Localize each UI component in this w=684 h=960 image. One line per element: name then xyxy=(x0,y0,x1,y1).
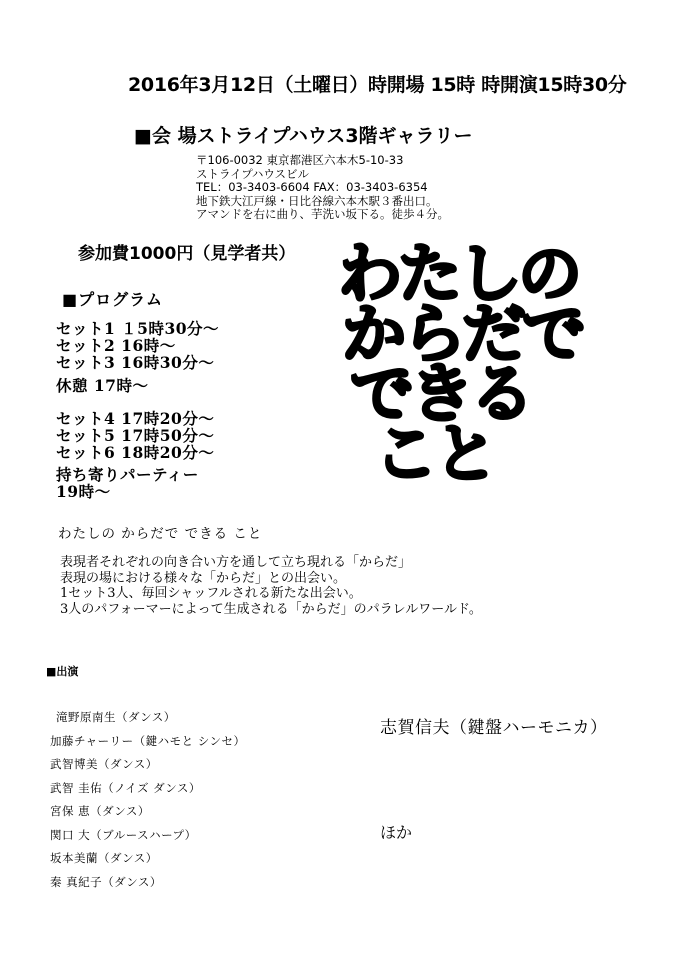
performers-list xyxy=(50,706,246,894)
address-line: ストライプハウスビル xyxy=(196,166,310,181)
program-item: 持ち寄りパーティー xyxy=(56,465,199,484)
description-line: 表現の場における様々な「からだ」との出会い。 xyxy=(60,570,347,586)
performer-item: 坂本美蘭（ダンス） xyxy=(50,851,158,865)
address-line: アマンドを右に曲り、芋洗い坂下る。徒歩４分。 xyxy=(196,207,449,221)
performer-item: 関口 大（ブルースハープ） xyxy=(50,827,197,842)
event-title-large xyxy=(338,238,582,492)
title-line: わたしの xyxy=(338,238,578,312)
performer-item: 宮保 恵（ダンス） xyxy=(50,804,150,818)
participation-fee: 参加費1000円（見学者共） xyxy=(78,244,296,264)
event-subtitle: わたしの からだで できる こと xyxy=(58,526,263,542)
program-heading: ■プログラム xyxy=(62,290,163,309)
venue-address xyxy=(196,154,449,222)
event-description xyxy=(60,555,482,617)
program-item: セット3 16時30分～ xyxy=(56,353,215,372)
program-item: セット1 １5時30分～ xyxy=(56,319,220,338)
program-item: セット5 17時50分～ xyxy=(56,426,215,445)
program-item: 19時～ xyxy=(56,482,111,501)
description-line: 表現者それぞれの向き合い方を通して立ち現れる「からだ」 xyxy=(60,555,412,570)
description-line: 3人のパフォーマーによって生成される「からだ」のパラレルワールド。 xyxy=(60,601,482,617)
performer-item: 秦 真紀子（ダンス） xyxy=(50,874,162,889)
address-line: 〒106-0032 東京都港区六本木5-10-33 xyxy=(196,153,404,167)
venue-title: ■会 場ストライプハウス3階ギャラリー xyxy=(134,125,473,147)
program-item: セット6 18時20分～ xyxy=(56,443,215,462)
address-line: 地下鉄大江戸線・日比谷線六本木駅３番出口。 xyxy=(196,193,438,208)
title-line: こと xyxy=(374,418,494,492)
event-date-time: 2016年3月12日（土曜日）時開場 15時 時開演15時30分 xyxy=(128,74,627,96)
program-sets-1 xyxy=(56,320,219,371)
performer-item: 武智 圭佑（ノイズ ダンス） xyxy=(50,780,201,795)
performer-item: 加藤チャーリー（鍵ハモと シンセ） xyxy=(50,733,246,748)
program-break: 休憩 17時～ xyxy=(56,376,149,395)
program-party xyxy=(56,466,199,500)
performers-heading: ■出演 xyxy=(46,665,79,678)
program-item: セット2 16時～ xyxy=(56,336,176,355)
program-sets-2 xyxy=(56,410,214,461)
title-line: できる xyxy=(350,358,530,432)
program-item: セット4 17時20分～ xyxy=(56,409,215,428)
description-line: 1セット3人、毎回シャッフルされる新たな出会い。 xyxy=(60,586,362,601)
title-line: からだで xyxy=(342,298,582,372)
performer-item: 武智博美（ダンス） xyxy=(50,757,158,771)
featured-performer: 志賀信夫（鍵盤ハーモニカ） xyxy=(380,718,608,738)
others-note: ほか xyxy=(380,823,413,842)
performer-item: 滝野原南生（ダンス） xyxy=(56,710,176,724)
address-line: TEL：03-3403-6604 FAX：03-3403-6354 xyxy=(196,180,428,194)
